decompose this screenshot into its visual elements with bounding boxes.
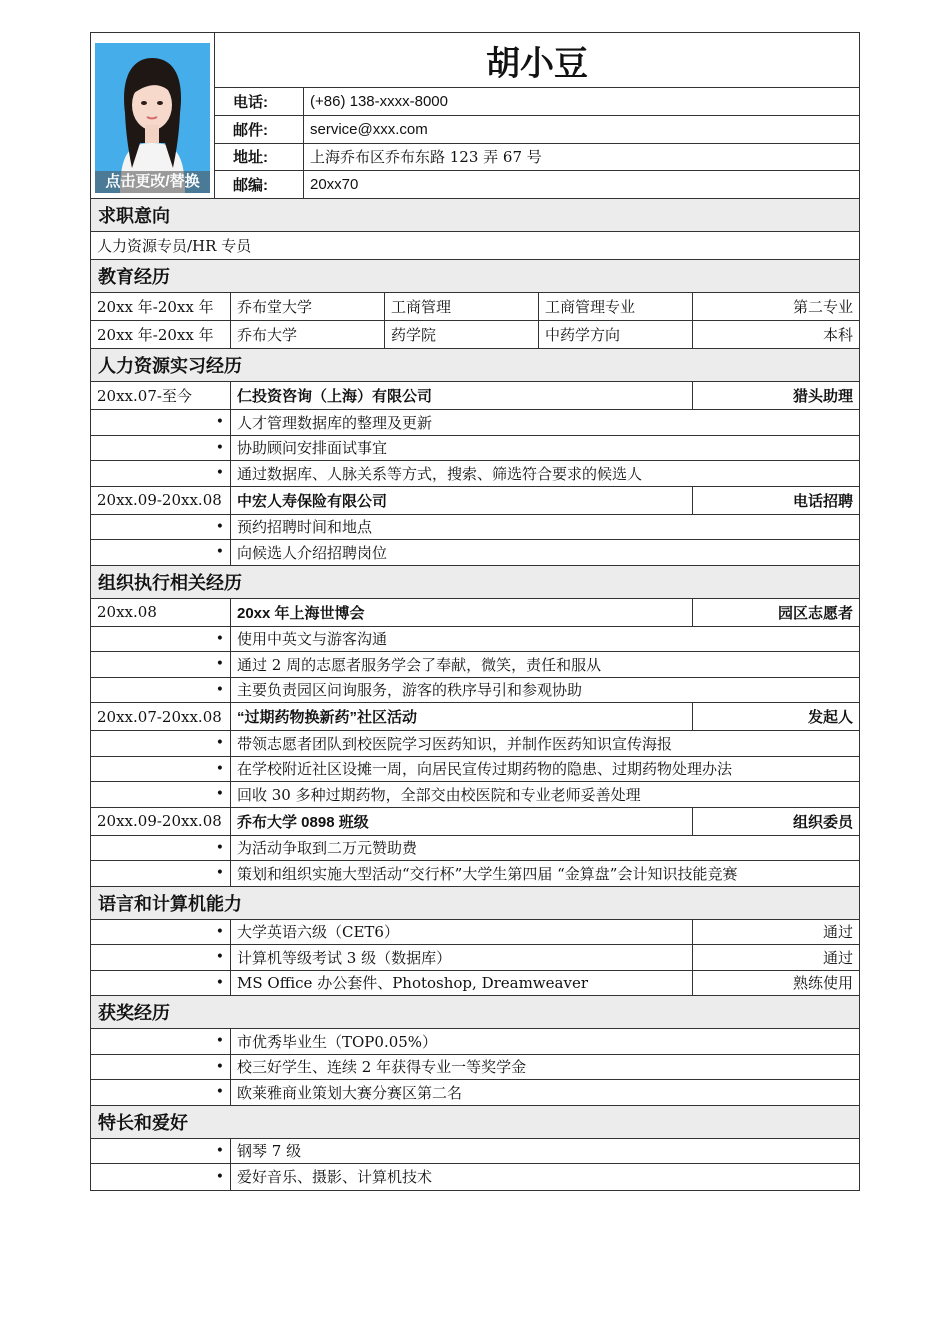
- job-role: 猎头助理: [692, 382, 859, 409]
- job-org: “过期药物换新药”社区活动: [230, 703, 692, 730]
- bullet-icon: •: [215, 949, 224, 966]
- bullet-icon: •: [215, 1033, 224, 1050]
- skill-row: [91, 920, 859, 946]
- bullet-row: [91, 836, 859, 862]
- email-label: 邮件:: [215, 116, 304, 143]
- job-period: 20xx.07-至今: [97, 387, 192, 405]
- phone-row: [215, 88, 859, 116]
- edu-major: 工商管理专业: [538, 293, 692, 320]
- section-skills-title: 语言和计算机能力: [91, 887, 859, 920]
- photo-frame[interactable]: [91, 33, 215, 198]
- bullet-icon: •: [215, 923, 224, 940]
- bullet-icon: •: [215, 1058, 224, 1075]
- email-value: service@xxx.com: [310, 120, 428, 138]
- phone-label: 电话:: [215, 88, 304, 115]
- section-objective-title: 求职意向: [91, 199, 859, 232]
- bullet-icon: •: [215, 974, 224, 991]
- bullet-text: 主要负责园区问询服务，游客的秩序导引和参观协助: [230, 678, 859, 703]
- bullet-text: 回收 30 多种过期药物，全部交由校医院和专业老师妥善处理: [230, 782, 859, 807]
- bullet-row: [91, 1080, 859, 1106]
- bullet-text: 协助顾问安排面试事宜: [230, 436, 859, 461]
- job-role: 园区志愿者: [692, 599, 859, 626]
- bullet-row: [91, 436, 859, 462]
- bullet-text: 人才管理数据库的整理及更新: [230, 410, 859, 435]
- bullet-row: [91, 757, 859, 783]
- bullet-text: 策划和组织实施大型活动“交行杯”大学生第四届 “金算盘”会计知识技能竞赛: [230, 861, 859, 886]
- section-organization-title: 组织执行相关经历: [91, 566, 859, 599]
- address-value: 上海乔布区乔布东路 123 弄 67 号: [310, 148, 542, 167]
- bullet-row: [91, 678, 859, 704]
- section-internship-title: 人力资源实习经历: [91, 349, 859, 382]
- address-row: [215, 144, 859, 172]
- job-period: 20xx.08: [97, 603, 157, 621]
- job-org: 仁投资咨询（上海）有限公司: [230, 382, 692, 409]
- bullet-icon: •: [215, 439, 224, 456]
- bullet-row: [91, 1029, 859, 1055]
- bullet-icon: •: [215, 1142, 224, 1159]
- job-period: 20xx.09-20xx.08: [97, 491, 222, 509]
- bullet-text: 欧莱雅商业策划大赛分赛区第二名: [230, 1080, 859, 1105]
- skill-row: [91, 945, 859, 971]
- email-row: [215, 116, 859, 144]
- job-header-row: [91, 382, 859, 410]
- objective-row: [91, 232, 859, 260]
- job-header-row: [91, 703, 859, 731]
- bullet-row: [91, 1139, 859, 1165]
- section-hobbies-title: 特长和爱好: [91, 1106, 859, 1139]
- job-header-row: [91, 808, 859, 836]
- edu-college: 工商管理: [384, 293, 538, 320]
- bullet-icon: •: [215, 865, 224, 882]
- edu-school: 乔布堂大学: [230, 293, 384, 320]
- bullet-row: [91, 410, 859, 436]
- skill-level: 通过: [692, 945, 859, 970]
- education-row: [91, 321, 859, 349]
- edu-school: 乔布大学: [230, 321, 384, 348]
- job-header-row: [91, 599, 859, 627]
- bullet-text: 爱好音乐、摄影、计算机技术: [230, 1164, 859, 1190]
- bullet-row: [91, 861, 859, 887]
- job-org: 20xx 年上海世博会: [230, 599, 692, 626]
- education-row: [91, 293, 859, 321]
- bullet-row: [91, 652, 859, 678]
- bullet-icon: •: [215, 786, 224, 803]
- bullet-row: [91, 731, 859, 757]
- profile-info: [215, 33, 859, 198]
- bullet-text: 市优秀毕业生（TOP0.05%）: [230, 1029, 859, 1054]
- address-label: 地址:: [215, 144, 304, 171]
- section-education-title: 教育经历: [91, 260, 859, 293]
- zipcode-value: 20xx70: [310, 176, 359, 194]
- edu-major: 中药学方向: [538, 321, 692, 348]
- edu-degree: 本科: [692, 321, 859, 348]
- job-header-row: [91, 487, 859, 515]
- skill-item: MS Office 办公套件、Photoshop, Dreamweaver: [230, 971, 692, 996]
- skill-level: 熟练使用: [692, 971, 859, 996]
- bullet-text: 在学校附近社区设摊一周，向居民宣传过期药物的隐患、过期药物处理办法: [230, 757, 859, 782]
- objective-value: 人力资源专员/HR 专员: [97, 237, 252, 255]
- edu-period: 20xx 年-20xx 年: [97, 326, 214, 344]
- job-role: 发起人: [692, 703, 859, 730]
- bullet-icon: •: [215, 839, 224, 856]
- bullet-text: 带领志愿者团队到校医院学习医药知识，并制作医药知识宣传海报: [230, 731, 859, 756]
- job-role: 组织委员: [692, 808, 859, 835]
- bullet-row: [91, 1055, 859, 1081]
- bullet-icon: •: [215, 544, 224, 561]
- bullet-icon: •: [215, 630, 224, 647]
- bullet-text: 使用中英文与游客沟通: [230, 627, 859, 652]
- bullet-text: 通过 2 周的志愿者服务学会了奉献，微笑，责任和服从: [230, 652, 859, 677]
- phone-value: (+86) 138-xxxx-8000: [310, 92, 448, 110]
- job-period: 20xx.07-20xx.08: [97, 707, 222, 726]
- zipcode-label: 邮编:: [215, 171, 304, 198]
- edu-degree: 第二专业: [692, 293, 859, 320]
- bullet-row: [91, 461, 859, 487]
- bullet-text: 钢琴 7 级: [230, 1139, 859, 1164]
- bullet-icon: •: [215, 414, 224, 431]
- bullet-icon: •: [215, 681, 224, 698]
- change-photo-caption[interactable]: 点击更改/替换: [95, 171, 210, 193]
- job-period: 20xx.09-20xx.08: [97, 812, 222, 830]
- skill-item: 大学英语六级（CET6）: [230, 920, 692, 945]
- bullet-text: 校三好学生、连续 2 年获得专业一等奖学金: [230, 1055, 859, 1080]
- skill-item: 计算机等级考试 3 级（数据库）: [230, 945, 692, 970]
- bullet-text: 为活动争取到二万元赞助费: [230, 836, 859, 861]
- candidate-name: 胡小豆: [215, 33, 859, 88]
- skill-level: 通过: [692, 920, 859, 945]
- bullet-row: [91, 1164, 859, 1190]
- edu-college: 药学院: [384, 321, 538, 348]
- bullet-text: 向候选人介绍招聘岗位: [230, 540, 859, 565]
- bullet-icon: •: [215, 465, 224, 482]
- edu-period: 20xx 年-20xx 年: [97, 298, 214, 316]
- profile-header: [91, 33, 859, 199]
- bullet-text: 预约招聘时间和地点: [230, 515, 859, 540]
- bullet-text: 通过数据库、人脉关系等方式，搜索、筛选符合要求的候选人: [230, 461, 859, 486]
- bullet-icon: •: [215, 760, 224, 777]
- bullet-row: [91, 515, 859, 541]
- job-org: 乔布大学 0898 班级: [230, 808, 692, 835]
- zipcode-row: [215, 171, 859, 198]
- job-org: 中宏人寿保险有限公司: [230, 487, 692, 514]
- profile-photo[interactable]: [95, 43, 210, 193]
- job-role: 电话招聘: [692, 487, 859, 514]
- skill-row: [91, 971, 859, 997]
- bullet-icon: •: [215, 518, 224, 535]
- resume-sheet: [90, 32, 860, 1191]
- bullet-row: [91, 627, 859, 653]
- bullet-row: [91, 540, 859, 566]
- bullet-icon: •: [215, 735, 224, 752]
- bullet-icon: •: [215, 1168, 224, 1185]
- bullet-icon: •: [215, 1084, 224, 1101]
- bullet-row: [91, 782, 859, 808]
- bullet-icon: •: [215, 656, 224, 673]
- section-awards-title: 获奖经历: [91, 996, 859, 1029]
